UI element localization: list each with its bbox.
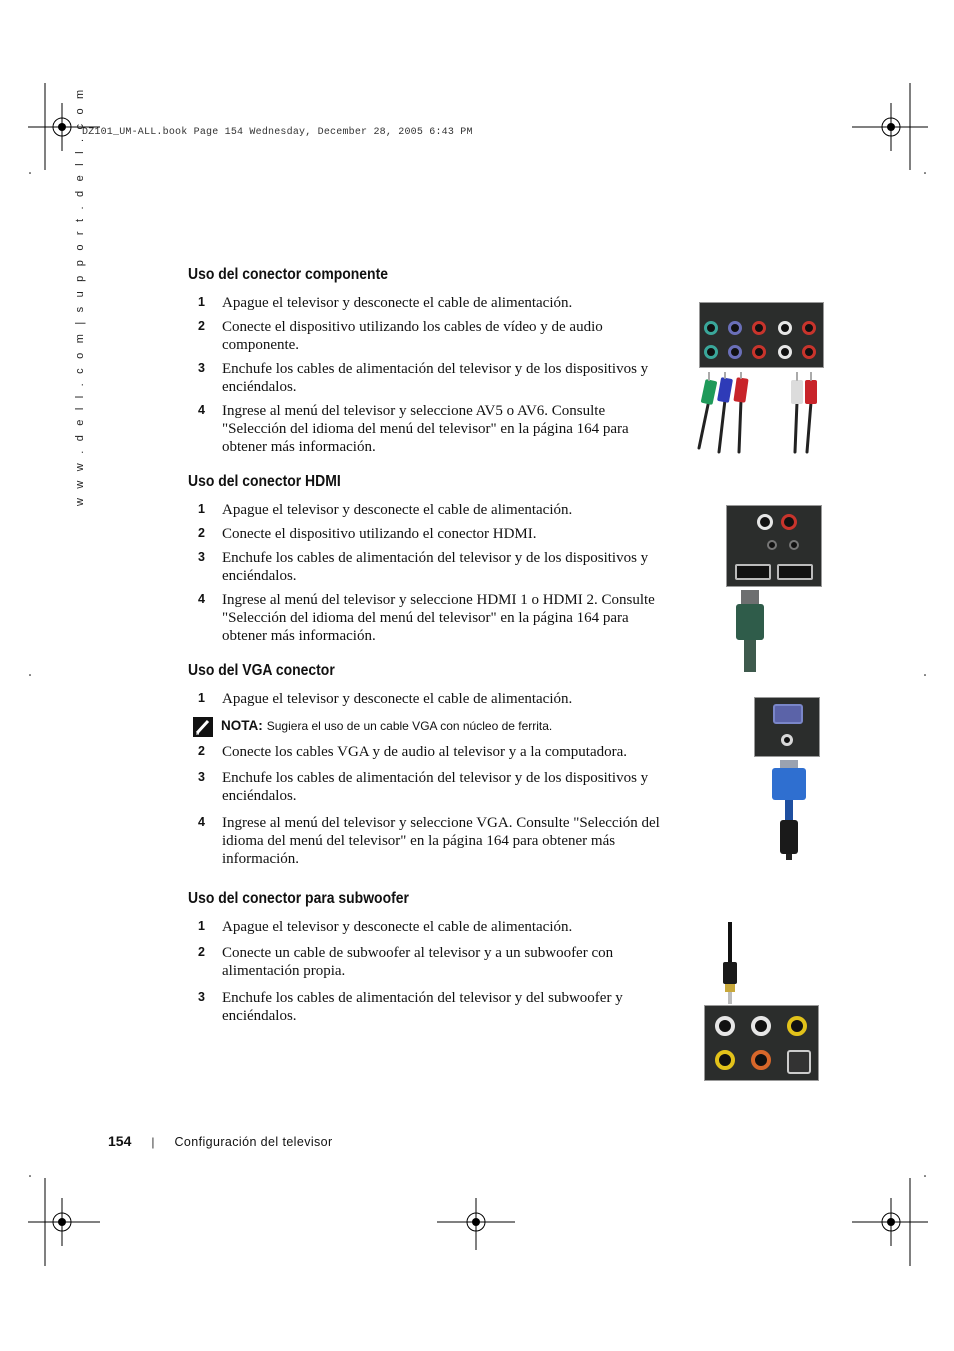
section-title: Uso del VGA conector (188, 662, 335, 679)
step-number: 3 (198, 990, 205, 1004)
step-text: Enchufe los cables de alimentación del televisor y de los dispositivos y enciéndalos. (222, 550, 649, 584)
step-number: 4 (198, 403, 205, 417)
step-number: 3 (198, 770, 205, 784)
step-number: 2 (198, 744, 205, 758)
print-slug: DZ101_UM-ALL.book Page 154 Wednesday, December 28, 2005 6:43 PM (82, 127, 473, 138)
section-title: Uso del conector componente (188, 266, 388, 283)
sidebar-url: w w w . d e l l . c o m | s u p p o r t . d e l l . c o m (74, 86, 86, 506)
step-text: Conecte el dispositivo utilizando los cables de vídeo y de audio componente. (222, 319, 603, 353)
step-number: 2 (198, 526, 205, 540)
step-text: Ingrese al menú del televisor y seleccione HDMI 1 o HDMI 2. Consulte "Selección del idioma del menú del televisor" en la página 164 para obtener más información. (222, 592, 655, 644)
step-text: Enchufe los cables de alimentación del televisor y de los dispositivos y enciéndalos. (222, 361, 649, 395)
vga-cable-image (768, 760, 812, 860)
step-number: 3 (198, 361, 205, 375)
step-text: Apague el televisor y desconecte el cable de alimentación. (222, 691, 573, 707)
page-number: 154 (108, 1133, 132, 1149)
step-text: Ingrese al menú del televisor y seleccione AV5 o AV6. Consulte "Selección del idioma del menú del televisor" en la página 164 para obtener más información. (222, 403, 629, 455)
step-text: Ingrese al menú del televisor y seleccione VGA. Consulte "Selección del idioma del menú del televisor" en la página 164 para obtener más información. (222, 815, 660, 867)
step-text: Apague el televisor y desconecte el cable de alimentación. (222, 295, 573, 311)
step-number: 1 (198, 502, 205, 516)
step-number: 3 (198, 550, 205, 564)
note-text: Sugiera el uso de un cable VGA con núcleo de ferrita. (266, 719, 553, 733)
component-cables-image (695, 372, 825, 454)
note (192, 716, 662, 738)
step-text: Apague el televisor y desconecte el cable de alimentación. (222, 919, 573, 935)
step-text: Apague el televisor y desconecte el cable de alimentación. (222, 502, 573, 518)
step-number: 1 (198, 919, 205, 933)
note-label: NOTA: (221, 718, 263, 733)
step-text: Enchufe los cables de alimentación del televisor y de los dispositivos y enciéndalos. (222, 770, 649, 804)
footer-separator: | (151, 1135, 155, 1149)
subwoofer-jack-panel-image (704, 1005, 819, 1081)
subwoofer-cable-image (718, 922, 742, 1004)
page-footer (108, 1133, 333, 1151)
section-title: Uso del conector HDMI (188, 473, 341, 490)
step-number: 1 (198, 691, 205, 705)
step-text: Conecte el dispositivo utilizando el conector HDMI. (222, 526, 537, 542)
step-number: 2 (198, 945, 205, 959)
vga-jack-panel-image (754, 697, 820, 757)
step-number: 2 (198, 319, 205, 333)
step-number: 4 (198, 592, 205, 606)
step-number: 4 (198, 815, 205, 829)
section-title: Uso del conector para subwoofer (188, 890, 409, 907)
component-jack-panel-image (699, 302, 824, 368)
step-text: Enchufe los cables de alimentación del televisor y del subwoofer y enciéndalos. (222, 990, 623, 1024)
step-text: Conecte los cables VGA y de audio al televisor y a la computadora. (222, 744, 628, 760)
chapter-title: Configuración del televisor (174, 1135, 333, 1149)
note-pencil-icon (192, 716, 214, 738)
step-text: Conecte un cable de subwoofer al televisor y a un subwoofer con alimentación propia. (222, 945, 614, 979)
hdmi-jack-panel-image (726, 505, 822, 587)
hdmi-cable-image (732, 590, 772, 672)
step-number: 1 (198, 295, 205, 309)
